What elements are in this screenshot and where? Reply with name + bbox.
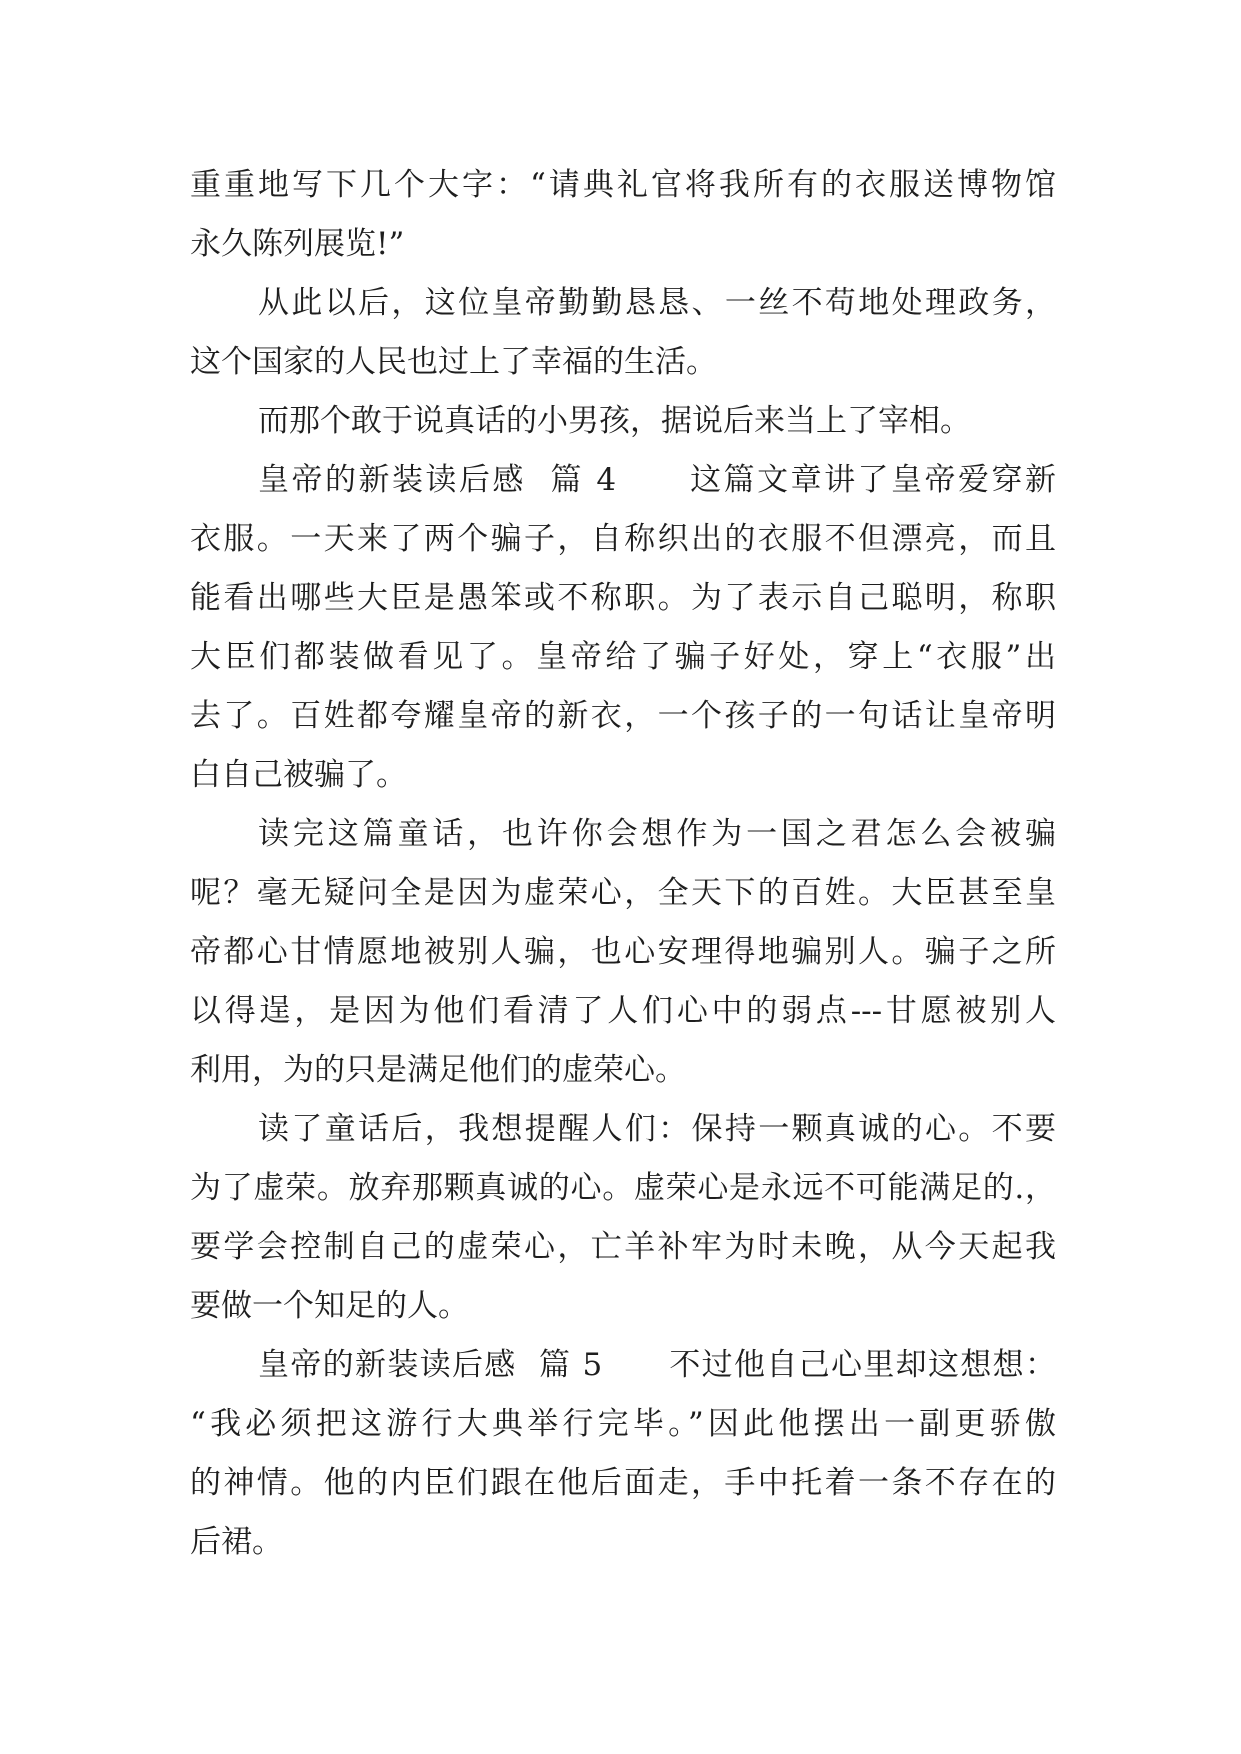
text-line: 的神情。他的内臣们跟在他后面走，手中托着一条不存在的 [190,1465,1056,1501]
text-line: 以得逞，是因为他们看清了人们心中的弱点---甘愿被别人 [190,993,1056,1029]
text-line: 为了虚荣。放弃那颗真诚的心。虚荣心是永远不可能满足的.， [190,1170,1056,1206]
paragraph [190,1100,1056,1336]
text-line: 读完这篇童话，也许你会想作为一国之君怎么会被骗 [258,816,1056,852]
text-line: 白自己被骗了。 [190,757,407,793]
text-line: 永久陈列展览!” [190,226,405,262]
paragraph [190,451,1056,805]
text-line: 重重地写下几个大字：“请典礼官将我所有的衣服送博物馆 [190,167,1056,203]
text-line: 衣服。一天来了两个骗子，自称织出的衣服不但漂亮，而且 [190,521,1056,557]
text-line: 大臣们都装做看见了。皇帝给了骗子好处，穿上“衣服”出 [190,639,1056,675]
paragraph [190,156,1056,274]
text-line: 而那个敢于说真话的小男孩，据说后来当上了宰相。 [258,403,971,439]
text-line: 去了。百姓都夸耀皇帝的新衣，一个孩子的一句话让皇帝明 [190,698,1056,734]
text-line: 读了童话后，我想提醒人们：保持一颗真诚的心。不要 [258,1111,1056,1147]
paragraph [190,805,1056,1100]
text-line: “我必须把这游行大典举行完毕。”因此他摆出一副更骄傲 [190,1406,1056,1442]
paragraph [190,274,1056,392]
text-line: 帝都心甘情愿地被别人骗，也心安理得地骗别人。骗子之所 [190,934,1056,970]
text-line: 皇帝的新装读后感 篇 4 这篇文章讲了皇帝爱穿新 [258,462,1056,498]
text-line: 这个国家的人民也过上了幸福的生活。 [190,344,717,380]
text-line: 从此以后，这位皇帝勤勤恳恳、一丝不苟地处理政务， [258,285,1056,321]
paragraph [190,392,1056,451]
text-line: 呢？毫无疑问全是因为虚荣心，全天下的百姓。大臣甚至皇 [190,875,1056,911]
text-line: 后裙。 [190,1524,283,1560]
text-line: 皇帝的新装读后感 篇 5 不过他自己心里却这想想： [258,1347,1056,1383]
text-line: 要学会控制自己的虚荣心，亡羊补牢为时未晚，从今天起我 [190,1229,1056,1265]
text-line: 能看出哪些大臣是愚笨或不称职。为了表示自己聪明，称职 [190,580,1056,616]
paragraph [190,1336,1056,1572]
document-body [190,156,1056,1572]
text-line: 利用，为的只是满足他们的虚荣心。 [190,1052,686,1088]
text-line: 要做一个知足的人。 [190,1288,469,1324]
